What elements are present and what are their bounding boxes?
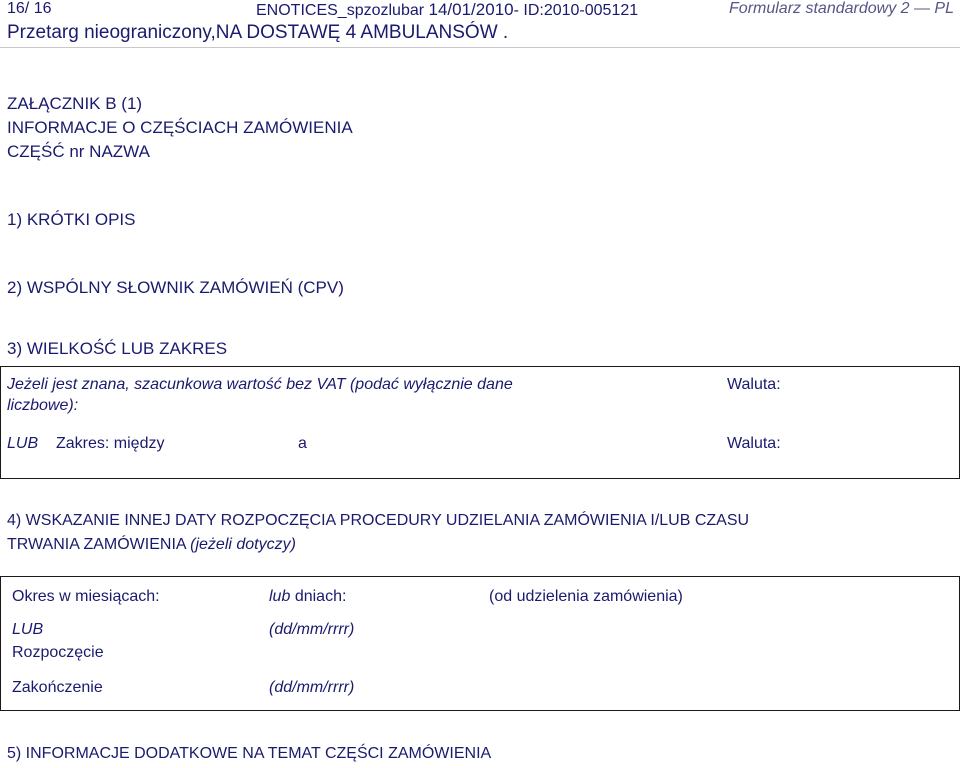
estimate-label-line2: liczbowe): (7, 397, 79, 414)
section-4-optional-note: (jeżeli dotyczy) (190, 536, 296, 553)
days-label (269, 588, 346, 606)
days-text: dniach: (294, 588, 347, 605)
section-2-heading: 2) WSPÓLNY SŁOWNIK ZAMÓWIEŃ (CPV) (7, 278, 344, 297)
document-title: Przetarg nieograniczony,NA DOSTAWĘ 4 AMBULANSÓW . (7, 22, 509, 43)
annex-subheading: INFORMACJE O CZĘŚCIACH ZAMÓWIENIA (7, 118, 353, 137)
section-4-heading-line2-text: TRWANIA ZAMÓWIENIA (7, 536, 186, 553)
notice-id-text: ENOTICES_spzozlubar (256, 2, 425, 19)
months-label: Okres w miesiącach: (12, 588, 160, 605)
section-4-heading-line1: 4) WSKAZANIE INNEJ DATY ROZPOCZĘCIA PROCEDURY UDZIELANIA ZAMÓWIENIA I/LUB CZASU (7, 512, 750, 529)
end-date-format: (dd/mm/rrrr) (269, 679, 355, 696)
notice-date: 14/01/2010 (428, 0, 514, 19)
currency-label-1: Waluta: (727, 376, 781, 393)
range-label: Zakres: między (56, 435, 165, 452)
notice-id (256, 0, 638, 20)
header-divider (0, 47, 960, 48)
range-a-label: a (298, 435, 307, 452)
lub-italic: lub (269, 588, 291, 605)
annex-heading: ZAŁĄCZNIK B (1) (7, 94, 143, 113)
page-number: 16/ 16 (7, 0, 52, 17)
from-award-label: (od udzielenia zamówienia) (489, 588, 683, 605)
start-label: Rozpoczęcie (12, 644, 104, 661)
estimate-label-line1 (7, 376, 513, 394)
form-label: Formularz standardowy 2 — PL (729, 0, 954, 17)
doc-id: - ID:2010-005121 (513, 2, 639, 19)
period-lub-label: LUB (12, 621, 44, 638)
section-4-heading-line2 (7, 536, 296, 554)
period-box (0, 576, 960, 711)
part-line: CZĘŚĆ nr NAZWA (7, 142, 150, 161)
currency-label-2: Waluta: (727, 435, 781, 452)
section-3-heading: 3) WIELKOŚĆ LUB ZAKRES (7, 339, 228, 358)
section-5-heading: 5) INFORMACJE DODATKOWE NA TEMAT CZĘŚCI ZAMÓWIENIA (7, 745, 492, 762)
end-label: Zakończenie (12, 679, 103, 696)
value-box (0, 366, 960, 479)
estimate-text: Jeżeli jest znana, szacunkowa wartość bez VAT (podać wyłącznie dane (7, 376, 513, 393)
section-1-heading: 1) KRÓTKI OPIS (7, 210, 136, 229)
lub-label: LUB (7, 435, 39, 452)
start-date-format: (dd/mm/rrrr) (269, 621, 355, 638)
